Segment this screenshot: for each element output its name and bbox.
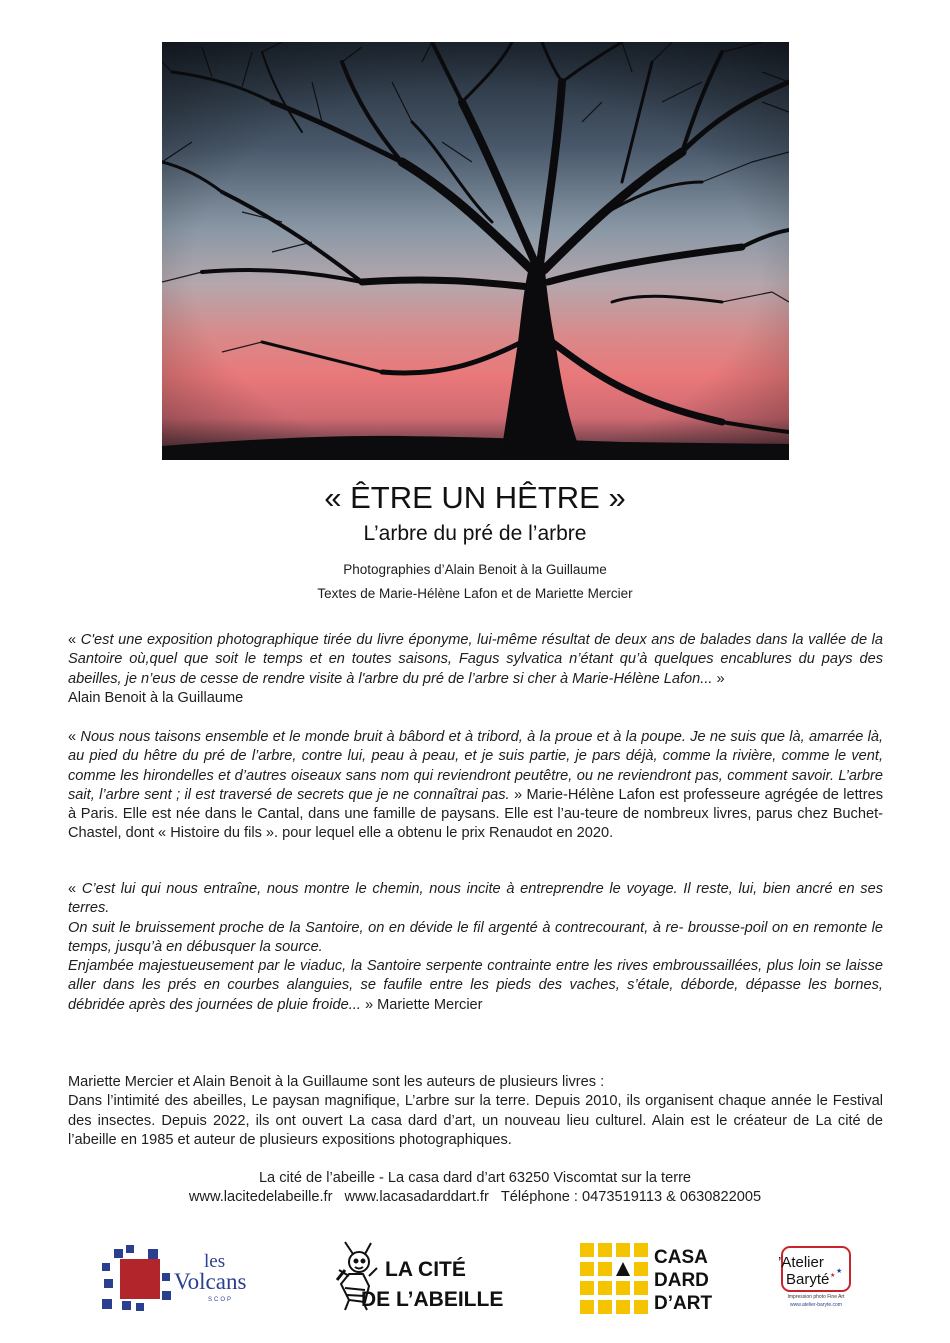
logo-text-la-cite: LA CITÉ <box>385 1258 466 1281</box>
les-volcans-logo <box>100 1243 290 1313</box>
photo-credit: Photographies d’Alain Benoit à la Guillaume <box>343 562 607 577</box>
website-link-abeille[interactable]: www.lacitedelabeille.fr <box>188 1189 333 1205</box>
quote-open: « <box>68 632 81 648</box>
cite-abeille-logo <box>335 1240 525 1312</box>
exhibition-title: « ÊTRE UN HÊTRE » <box>324 480 626 515</box>
logo-text-dard: DARD <box>654 1270 709 1291</box>
quote-paragraph-lafon <box>68 728 883 844</box>
logo-yellow-square <box>616 1243 630 1257</box>
quote-text: C'est une exposition photographique tirée du livre éponyme, lui-même résultat de deux ans de balades dans la vallée de la Santoire où,quel que soit le temps et en toutes saisons, Fagus sylvatica n’étant qu’à quelques encablures du pays des abeilles, je n’eus de cesse de rendre visite à l'arbre du pré de l’arbre si cher à Marie-Hélène Lafon... <box>68 632 884 687</box>
logo-text-de-labeille: DE L’ABEILLE <box>361 1288 504 1311</box>
logo-square <box>102 1263 110 1271</box>
logo-yellow-square <box>598 1243 612 1257</box>
quote-line-1: C’est lui qui nous entraîne, nous montre le chemin, nous incite à entreprendre le voyage. Il reste, lui, bien ancré en ses terres. <box>68 881 884 917</box>
quote-paragraph-mercier <box>68 880 883 1015</box>
exhibition-subtitle: L’arbre du pré de l’arbre <box>363 522 587 545</box>
logo-text-scop: SCOP <box>208 1297 234 1303</box>
logo-square <box>122 1301 131 1310</box>
logo-text-baryte: Baryté <box>786 1271 830 1288</box>
logo-text-tagline: Impression photo Fine Art <box>787 1294 845 1300</box>
logo-yellow-square <box>634 1243 648 1257</box>
logo-square <box>148 1249 158 1259</box>
star-icon: ★ <box>830 1273 836 1279</box>
quote-close: » <box>712 670 725 687</box>
logo-square <box>104 1279 113 1288</box>
logo-square <box>102 1299 112 1309</box>
footer-contact <box>0 1187 950 1207</box>
logo-yellow-square <box>634 1300 648 1314</box>
logo-square <box>162 1273 170 1281</box>
logo-yellow-square <box>598 1262 612 1276</box>
logo-yellow-square <box>598 1281 612 1295</box>
logo-yellow-square <box>580 1281 594 1295</box>
logo-yellow-square <box>580 1300 594 1314</box>
logo-text-les: les <box>204 1251 226 1272</box>
logo-square <box>114 1249 123 1258</box>
triangle-icon <box>616 1262 630 1276</box>
quote-text: Nous nous taisons ensemble et le monde bruit à bâbord et à tribord, à la proue et à la poupe. Je ne suis que là, amarrée là, au pied du hêtre du pré de l’arbre, contre lui, peau à peau, et je suis partie, je pars déjà, comme la rivière, comme le vent, comme les hirondelles et d’autres oiseaux sans nom qui reviendront peutêtre, ou ne reviendront pas, comment savoir. L’arbre sait, l’arbre sent ; il est traversé de secrets que je ne connaîtrai pas. <box>68 729 884 803</box>
logo-yellow-square <box>580 1262 594 1276</box>
logo-square <box>126 1245 134 1253</box>
logo-square <box>162 1291 171 1300</box>
logo-yellow-square <box>634 1281 648 1295</box>
logo-yellow-square <box>634 1262 648 1276</box>
logo-red-square <box>120 1259 160 1299</box>
logo-yellow-square <box>580 1243 594 1257</box>
quote-author: » Mariette Mercier <box>360 996 483 1013</box>
logo-text-casa: CASA <box>654 1247 708 1268</box>
phone-numbers: Téléphone : 0473519113 & 0630822005 <box>500 1189 762 1205</box>
text-credit: Textes de Marie-Hélène Lafon et de Mariette Mercier <box>317 586 633 601</box>
logo-text-volcans: Volcans <box>174 1269 247 1294</box>
logo-yellow-square <box>616 1300 630 1314</box>
authors-intro: Mariette Mercier et Alain Benoit à la Guillaume sont les auteurs de plusieurs livres : <box>68 1074 605 1090</box>
quote-line-3: Enjambée majestueusement par le viaduc, la Santoire serpente contrainte entre les rives embroussaillées, plus loin se laisse aller dans les prés en courbes alanguies, se faufile entre les pieds des vaches, s’étale, déborde, dépasse les bornes, débridée après des journées de pluie froide... <box>68 958 883 1013</box>
quote-author: Alain Benoit à la Guillaume <box>68 689 244 706</box>
logo-yellow-square <box>598 1300 612 1314</box>
logo-text-atelier: ’Atelier <box>778 1254 824 1271</box>
atelier-baryte-logo <box>776 1245 856 1315</box>
website-link-casa[interactable]: www.lacasadarddart.fr <box>344 1189 489 1205</box>
quote-line-2: On suit le bruissement proche de la Santoire, on en dévide le fil argenté à contrecourant, à re- brousse-poil on en remonte le temps, jusqu’à en débusquer la source. <box>68 919 883 955</box>
author-bio: » Marie-Hélène Lafon est professeure agrégée de lettres à Paris. Elle est née dans le Cantal, dans une famille de paysans. Elle est l’au-teure de nombreux livres, parus chez Buchet-Chastel, dont « Histoire du fils ». pour lequel elle a obtenu le prix Renaudot en 2020. <box>68 786 883 842</box>
casa-dard-dart-logo <box>580 1243 720 1315</box>
quote-open: « <box>68 881 82 897</box>
authors-paragraph <box>68 1073 883 1150</box>
authors-details: Dans l’intimité des abeilles, Le paysan magnifique, L’arbre sur la terre. Depuis 2010, ils organisent chaque année le Festival des insectes. Depuis 2022, ils ont ouvert La casa dard d’art, un nouveau lieu culturel. Alain est le créateur de La cité de l’abeille en 1985 et auteur de plusieurs expositions photographiques. <box>68 1093 883 1148</box>
quote-paragraph-benoit <box>68 631 883 708</box>
logo-square <box>136 1303 144 1311</box>
logo-yellow-square <box>616 1281 630 1295</box>
logo-text-url: www.atelier-baryte.com <box>790 1302 842 1308</box>
star-icon: ★ <box>836 1268 843 1275</box>
footer-address: La cité de l’abeille - La casa dard d’art 63250 Viscomtat sur la terre <box>258 1170 692 1186</box>
quote-open: « <box>68 729 81 745</box>
tree-photo <box>162 42 789 460</box>
logo-text-dart: D’ART <box>654 1293 713 1314</box>
